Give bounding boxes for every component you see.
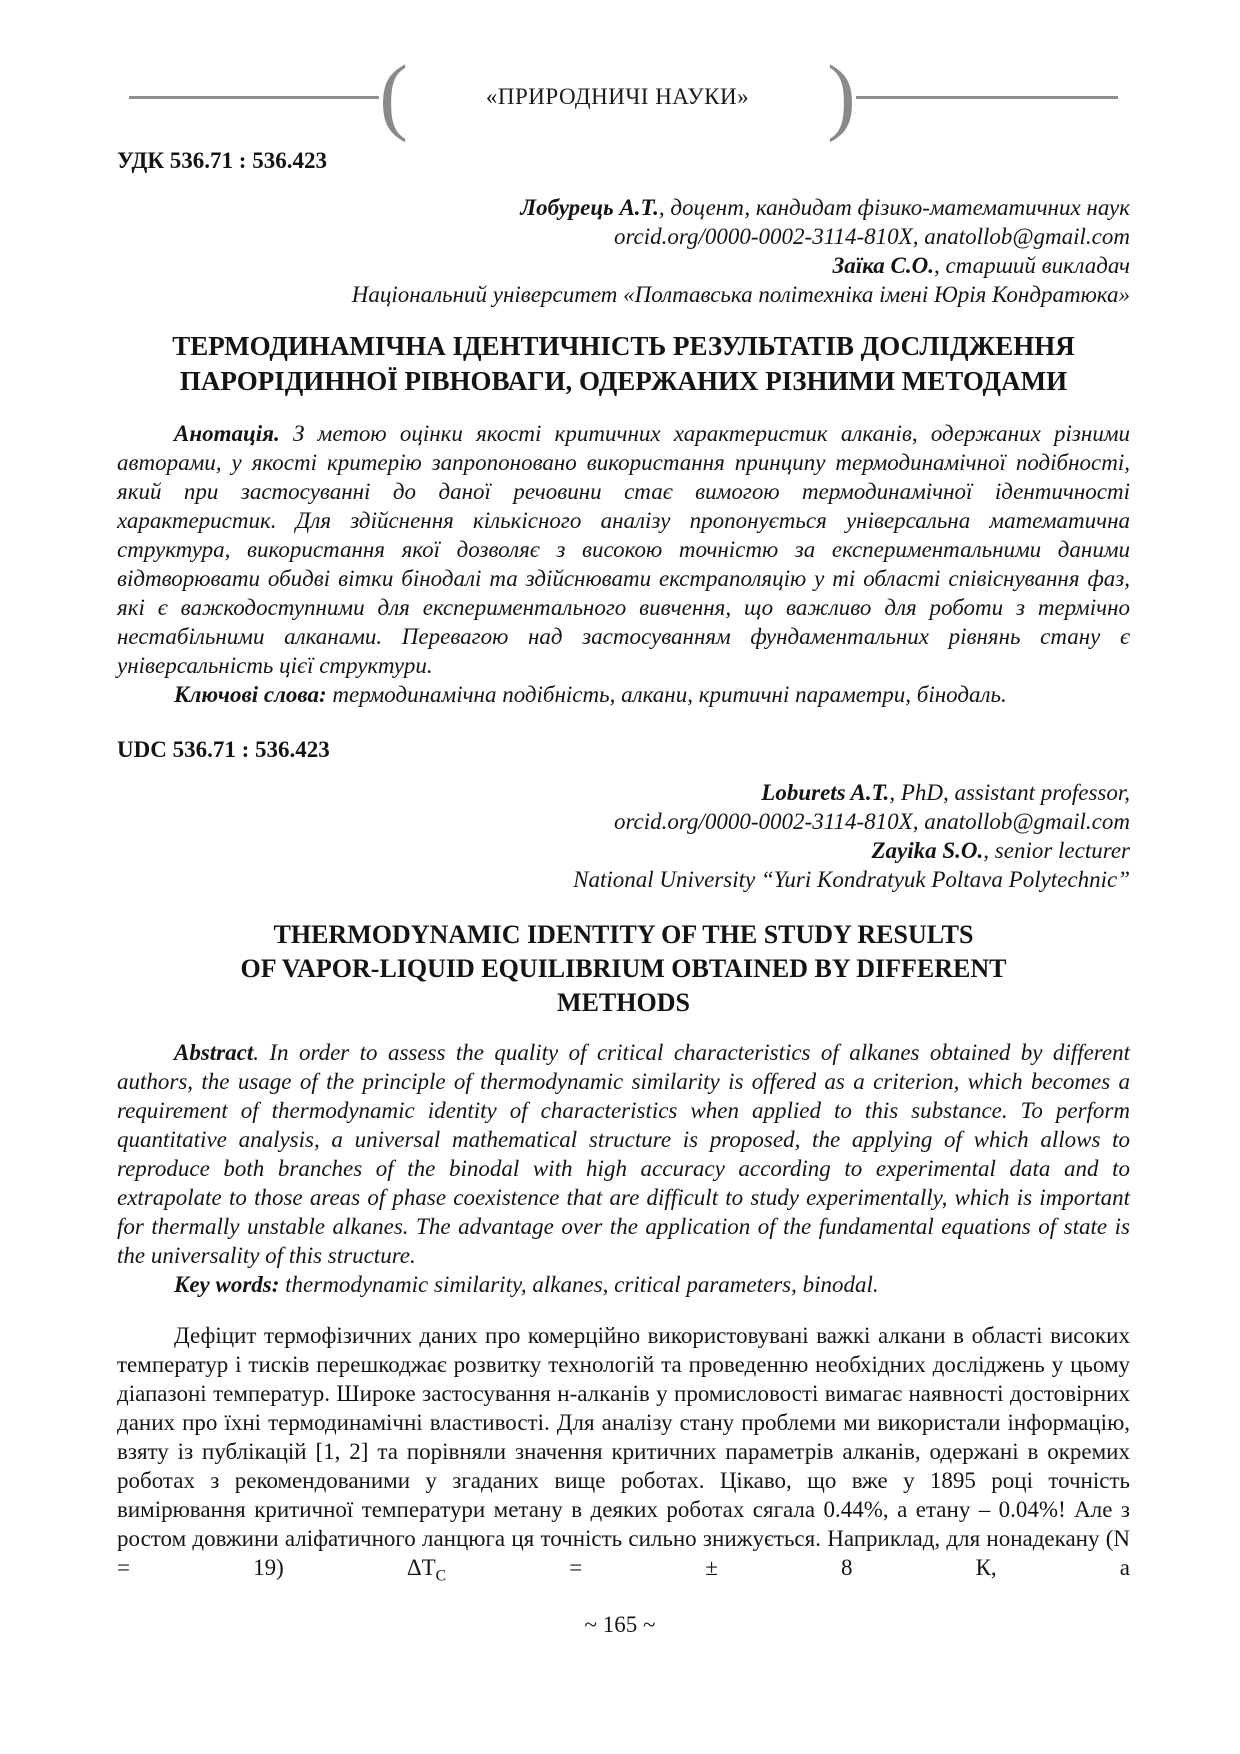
article-title-en-line-3: METHODS [557, 988, 690, 1017]
header-rule-left [129, 96, 379, 99]
abstract-en-text: . In order to assess the quality of critical characteristics of alkanes obtained by different authors, the usage of the principle of thermodynamic similarity is offered as a criterion, which becomes a requirement of thermodynamic identity of characteristics when applied to this substance. To perform quantitative analysis, a universal mathematical structure is proposed, the applying of which allows to reproduce both branches of the binodal with high accuracy according to experimental data and to extrapolate to those areas of phase coexistence that are difficult to study experimentally, which is important for thermally unstable alkanes. The advantage over the application of the fundamental equations of state is the universality of this structure. [117, 1040, 1130, 1268]
header-rule-right [856, 96, 1118, 99]
author-line-en-2 [117, 836, 1130, 865]
author-line-en-1 [117, 778, 1130, 807]
abstract-ua-label: Анотація. [174, 421, 280, 446]
author-role-ua-2: , старший викладач [933, 253, 1130, 278]
delta-t-subscript: C [435, 1567, 447, 1585]
article-title-en-line-1: THERMODYNAMIC IDENTITY OF THE STUDY RESULTS [273, 920, 974, 949]
page-number: ~ 165 ~ [584, 1612, 656, 1637]
open-paren-decoration: ( [379, 47, 408, 143]
author-role-ua-1: , доцент, кандидат фізико-математичних наук [658, 195, 1130, 220]
journal-section-title: «ПРИРОДНИЧІ НАУКИ» [485, 84, 750, 109]
body-paragraph-text: Дефіцит термофізичних даних про комерційно використовувані важкі алкани в області високих температур і тисків перешкоджає розвитку технологій та проведенню необхідних досліджень у цьому діапазоні температур. Широке застосування н-алканів у промисловості вимагає наявності достовірних даних про їхні термодинамічні властивості. Для аналізу стану проблеми ми використали інформацію, взяту із публікацій [1, 2] та порівняли значення критичних параметрів алканів, одержані в окремих роботах з рекомендованими у згаданих вище роботах. Цікаво, що вже у 1895 році точність вимірювання критичної температури метану в деяких роботах сягала 0.44%, а етану – 0.04%! Але з ростом довжини аліфатичного ланцюга ця точність сильно знижується. Наприклад, для нонадекану (N = 19) ΔT [117, 1323, 1130, 1580]
body-paragraph-text-end: = ± 8 К, а [446, 1555, 1130, 1580]
keywords-en-text: thermodynamic similarity, alkanes, critical parameters, binodal. [279, 1272, 879, 1297]
article-title-en-line-2: OF VAPOR-LIQUID EQUILIBRIUM OBTAINED BY DIFFERENT [240, 954, 1007, 983]
article-title-ua-line-2: ПАРОРІДИННОЇ РІВНОВАГИ, ОДЕРЖАНИХ РІЗНИМИ МЕТОДАМИ [179, 366, 1068, 396]
journal-header [117, 47, 1130, 143]
keywords-en [117, 1270, 1130, 1299]
close-paren-decoration: ) [827, 47, 856, 143]
keywords-en-label: Key words: [174, 1272, 280, 1297]
author-orcid-en: orcid.org/0000-0002-3114-810X, anatollob@gmail.com [613, 809, 1130, 834]
author-line-ua-2 [117, 251, 1130, 280]
keywords-ua [117, 680, 1130, 709]
abstract-ua [117, 419, 1130, 680]
article-title-ua [117, 329, 1130, 399]
abstract-en-label: Abstract [174, 1040, 254, 1065]
abstract-en [117, 1038, 1130, 1270]
author-line-ua-1 [117, 193, 1130, 222]
udc-code: UDC 536.71 : 536.423 [117, 737, 330, 762]
article-title-en [117, 918, 1130, 1020]
article-title-ua-line-1: ТЕРМОДИНАМІЧНА ІДЕНТИЧНІСТЬ РЕЗУЛЬТАТІВ ДОСЛІДЖЕННЯ [172, 331, 1075, 361]
abstract-ua-text: З метою оцінки якості критичних характеристик алканів, одержаних різними авторами, у якості критерію запропоновано використання принципу термодинамічної подібності, який при застосуванні до даної речовини стає вимогою термодинамічної ідентичності характеристик. Для здійснення кількісного аналізу пропонується універсальна математична структура, використання якої дозволяє з високою точністю за експериментальними даними відтворювати обидві вітки бінодалі та здійснювати екстраполяцію у ті області співіснування фаз, які є важкодоступними для експериментального вивчення, що важливо для роботи з термічно нестабільними алканами. Перевагою над застосуванням фундаментальних рівнянь стану є універсальність цієї структури. [117, 421, 1130, 678]
author-affiliation-ua: Національний університет «Полтавська політехніка імені Юрія Кондратюка» [351, 282, 1130, 307]
keywords-ua-text: термодинамічна подібність, алкани, критичні параметри, бінодаль. [326, 682, 1007, 707]
author-name-ua-2: Заїка С.О. [832, 253, 934, 278]
author-name-ua-1: Лобурець А.Т. [520, 195, 659, 220]
author-name-en-2: Zayika S.O. [871, 838, 984, 863]
author-role-en-2: , senior lecturer [983, 838, 1130, 863]
keywords-ua-label: Ключові слова: [174, 682, 327, 707]
author-name-en-1: Loburets A.T. [761, 780, 890, 805]
author-affiliation-en: National University “Yuri Kondratyuk Poltava Polytechnic” [573, 867, 1130, 892]
body-paragraph [117, 1321, 1130, 1585]
authors-block-ua [117, 193, 1130, 309]
author-role-en-1: , PhD, assistant professor, [889, 780, 1130, 805]
author-orcid-ua: orcid.org/0000-0002-3114-810X, anatollob@gmail.com [613, 224, 1130, 249]
udk-code: УДК 536.71 : 536.423 [117, 148, 327, 173]
authors-block-en [117, 778, 1130, 894]
